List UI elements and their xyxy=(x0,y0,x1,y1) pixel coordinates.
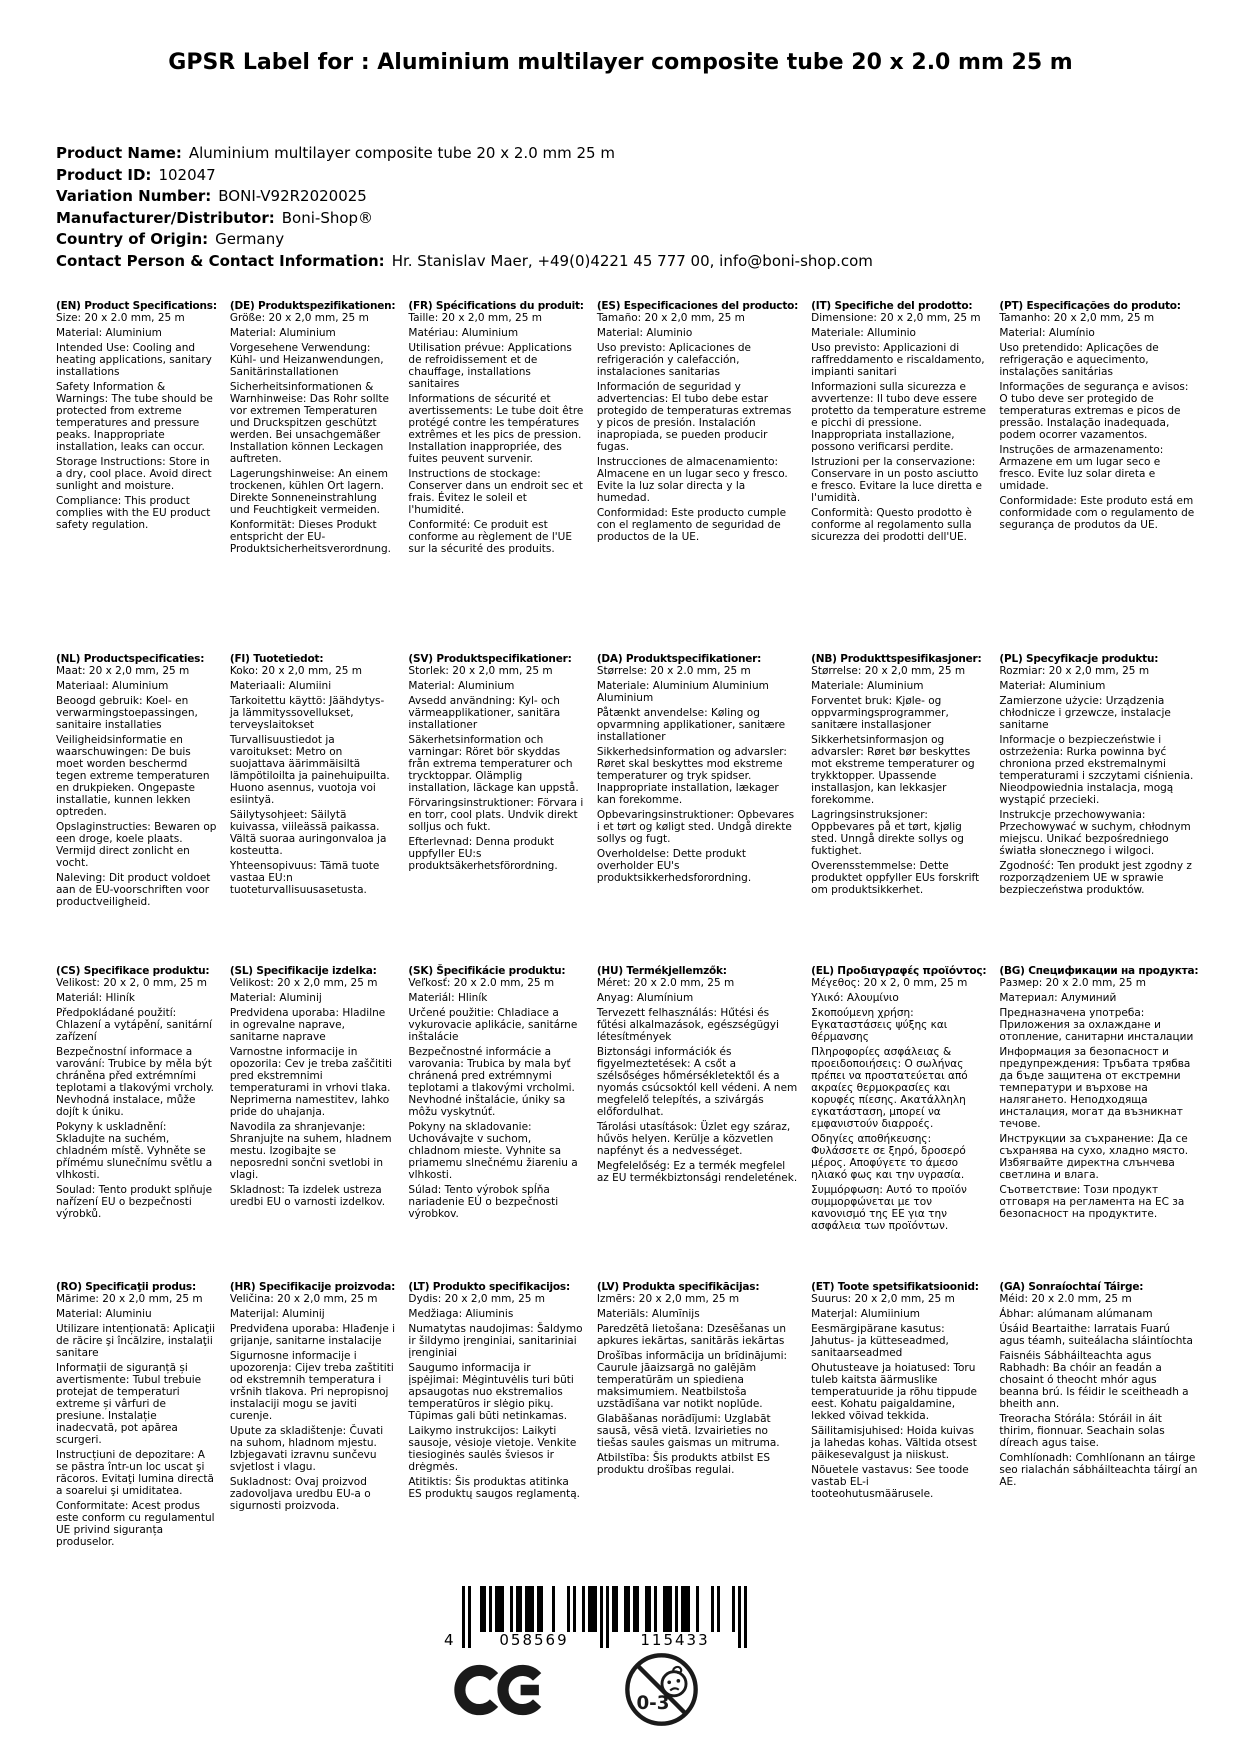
spec-paragraph: Compliance: This product complies with the EU product safety regulation. xyxy=(56,495,211,531)
spec-paragraph: Instrucciones de almacenamiento: Almacene en un lugar seco y fresco. Evite la luz solar directa y la humedad. xyxy=(596,456,788,504)
spec-paragraph: Materiaal: Aluminium xyxy=(56,680,169,692)
barcode-bar xyxy=(744,1586,747,1648)
spec-paragraph: Materjal: Alumiinium xyxy=(811,1308,920,1320)
spec-paragraph: Tamaño: 20 x 2,0 mm, 25 m xyxy=(596,312,745,324)
info-value: Aluminium multilayer composite tube 20 x 2.0 mm 25 m xyxy=(188,144,615,162)
barcode-bar xyxy=(624,1586,630,1632)
spec-paragraph: Materiāls: Alumīnijs xyxy=(596,1308,700,1320)
spec-paragraph: Materiale: Alluminio xyxy=(811,327,916,339)
spec-paragraph: Υλικό: Αλουμίνιο xyxy=(811,992,899,1004)
spec-paragraph: Pokyny k uskladnění: Skladujte na suchém, chladném místě. Vyhněte se přímému slunečnímu světlu a vlhkosti. xyxy=(56,1121,213,1181)
spec-paragraph: Material: Aluminium xyxy=(229,327,336,339)
spec-paragraph: Opbevaringsinstruktioner: Opbevares i et tørt og køligt sted. Undgå direkte sollys og fugt. xyxy=(596,809,795,845)
barcode-bar xyxy=(612,1586,618,1632)
spec-paragraph: Mărime: 20 x 2,0 mm, 25 m xyxy=(56,1293,203,1305)
product-info-row xyxy=(56,186,873,208)
spec-paragraph: Veľkosť: 20 x 2.0 mm, 25 m xyxy=(408,977,555,989)
spec-paragraph: Materijal: Aluminij xyxy=(229,1308,325,1320)
spec-paragraph: Informacje o bezpieczeństwie i ostrzeżenia: Rurka powinna być chroniona przed ekstremalnymi temperaturami i szczytami ciśnienia. Nieodpowiednia instalacja, mogą wystąpić przecieki. xyxy=(999,734,1194,806)
spec-paragraph: Sikkerhetsinformasjon og advarsler: Røret bør beskyttes mot ekstreme temperaturer og trykktopper. Upassende installasjon, kan lekkasjer forekomme. xyxy=(811,734,975,806)
spec-heading: (IT) Specifiche del prodotto: xyxy=(811,300,973,312)
spec-paragraph: Materiał: Aluminium xyxy=(999,680,1106,692)
spec-paragraph: Materiale: Aluminium Aluminium Aluminium xyxy=(596,680,769,704)
spec-paragraph: Tarkoitettu käyttö: Jäähdytys- ja lämmityssovellukset, terveyslaitokset xyxy=(229,695,385,731)
spec-paragraph: Eesmärgipärane kasutus: Jahutus- ja kütteseadmed, sanitaarseadmed xyxy=(811,1323,949,1359)
info-label: Variation Number: xyxy=(56,187,212,206)
spec-paragraph: Overensstemmelse: Dette produktet oppfyller EUs forskrift om produktsikkerhet. xyxy=(811,860,980,896)
info-value: BONI-V92R2020025 xyxy=(218,187,367,206)
spec-heading: (FR) Spécifications du produit: xyxy=(408,300,584,312)
spec-paragraph: Tárolási utasítások: Üzlet egy száraz, hűvös helyen. Kerülje a közvetlen napfényt és a nedvességet. xyxy=(596,1121,791,1157)
barcode-bar xyxy=(681,1586,690,1632)
spec-heading: (GA) Sonraíochtaí Táirge: xyxy=(999,1281,1144,1293)
info-label: Contact Person & Contact Information: xyxy=(56,251,385,270)
spec-paragraph: Pokyny na skladovanie: Uchovávajte v suchom, chladnom mieste. Vyhnite sa priamemu slnečnému žiareniu a vlhkosti. xyxy=(408,1121,578,1181)
spec-paragraph: Dimensione: 20 x 2,0 mm, 25 m xyxy=(811,312,981,324)
spec-paragraph: Glabāšanas norādījumi: Uzglabāt sausā, vēsā vietā. Izvairieties no tiešas saules gaismas un mitruma. xyxy=(596,1413,780,1449)
spec-heading: (HR) Specifikacije proizvoda: xyxy=(229,1281,396,1293)
barcode-bar xyxy=(495,1586,504,1632)
info-value: 102047 xyxy=(158,165,216,184)
spec-paragraph: Sigurnosne informacije i upozorenja: Cijev treba zaštititi od ekstremnih temperatura i vršnih tlakova. Pri nepropisnoj instalaciji mogu se javiti curenje. xyxy=(229,1350,394,1422)
spec-paragraph: Tervezett felhasználás: Hűtési és fűtési alkalmazások, egészségügyi létesítmények xyxy=(596,1007,779,1043)
page-title: GPSR Label for : Aluminium multilayer composite tube 20 x 2.0 mm 25 m xyxy=(168,50,1073,75)
spec-paragraph: Lagerungshinweise: An einem trockenen, kühlen Ort lagern. Direkte Sonneneinstrahlung und Feuchtigkeit vermeiden. xyxy=(229,468,388,516)
spec-paragraph: Размер: 20 x 2.0 mm, 25 m xyxy=(999,977,1146,989)
spec-paragraph: Úsáid Beartaithe: Iarratais Fuarú agus téamh, suiteálacha sláintíochta xyxy=(999,1323,1193,1347)
spec-paragraph: Konformität: Dieses Produkt entspricht der EU-Produktsicherheitsverordnung. xyxy=(229,519,392,555)
spec-paragraph: Säilytysohjeet: Säilytä kuivassa, viileässä paikassa. Vältä suoraa auringonvaloa ja kosteutta. xyxy=(229,809,387,857)
spec-paragraph: Turvallisuustiedot ja varoitukset: Metro on suojattava äärimmäisiltä lämpötiloilta ja painehuipuilta. Huono asennus, vuotoja voi esiintyä. xyxy=(229,734,390,806)
spec-paragraph: Информация за безопасност и предупреждения: Тръбата трябва да бъде защитена от екстремни температури и върхове на налягането. Неподходяща инсталация, могат да възникнат течове. xyxy=(999,1046,1191,1130)
spec-paragraph: Bezpečnostné informácie a varovania: Trubica by mala byť chránená pred extrémnymi teplotami a tlakovými vrcholmi. Nevhodné inštalácie, úniky sa môžu vyskytnúť. xyxy=(408,1046,575,1118)
spec-paragraph: Istruzioni per la conservazione: Conservare in un posto asciutto e fresco. Evitare la luce diretta e l'umidità. xyxy=(811,456,982,504)
barcode-bar xyxy=(537,1586,543,1632)
spec-paragraph: Предназначена употреба: Приложения за охлаждане и отопление, санитарни инсталации xyxy=(999,1007,1194,1043)
spec-paragraph: Efterlevnad: Denna produkt uppfyller EU:s produktsäkerhetsförordning. xyxy=(408,836,558,872)
spec-paragraph: Taille: 20 x 2,0 mm, 25 m xyxy=(408,312,542,324)
spec-paragraph: Materiál: Hliník xyxy=(56,992,135,1004)
spec-block-sl xyxy=(230,965,396,1281)
spec-paragraph: Soulad: Tento produkt splňuje nařízení EU o bezpečnosti výrobků. xyxy=(56,1184,213,1220)
spec-paragraph: Nõuetele vastavus: See toode vastab EL-i tooteohutusmäärusele. xyxy=(811,1464,969,1500)
spec-paragraph: Varnostne informacije in opozorila: Cev je treba zaščititi pred ekstremnimi temperaturami in vrhovi tlaka. Neprimerna namestitev, lahko pride do uhajanja. xyxy=(229,1046,393,1118)
spec-paragraph: Súlad: Tento výrobok spĺňa nariadenie EÚ o bezpečnosti výrobkov. xyxy=(408,1184,559,1220)
spec-paragraph: Conformidade: Este produto está em conformidade com o regulamento de segurança de produtos da UE. xyxy=(999,495,1195,531)
spec-block-el xyxy=(811,965,986,1281)
spec-paragraph: Instruções de armazenamento: Armazene em um lugar seco e fresco. Evite luz solar direta e umidade. xyxy=(999,444,1164,492)
barcode-bar xyxy=(696,1586,699,1632)
spec-heading: (DA) Produktspecifikationer: xyxy=(596,653,762,665)
spec-paragraph: Safety Information & Warnings: The tube should be protected from extreme temperatures and pressure peaks. Inappropriate installation, leaks can occur. xyxy=(56,381,213,453)
spec-paragraph: Beoogd gebruik: Koel- en verwarmingstoepassingen, sanitaire installaties xyxy=(56,695,198,731)
spec-paragraph: Megfelelőség: Ez a termék megfelel az EU termékbiztonsági rendeletének. xyxy=(596,1160,798,1184)
barcode-digits-right: 115433 xyxy=(640,1631,710,1649)
spec-paragraph: Instrucțiuni de depozitare: A se păstra într-un loc uscat şi răcoros. Evitaţi lumina directă a soarelui şi umiditatea. xyxy=(56,1449,214,1497)
spec-paragraph: Conformità: Questo prodotto è conforme al regolamento sulla sicurezza dei prodotti dell'UE. xyxy=(811,507,972,543)
spec-paragraph: Paredzētā lietošana: Dzesēšanas un apkures iekārtas, sanitārās iekārtas xyxy=(596,1323,786,1347)
spec-block-de xyxy=(230,300,396,653)
barcode-bar xyxy=(480,1586,486,1632)
spec-paragraph: Storlek: 20 x 2,0 mm, 25 m xyxy=(408,665,553,677)
spec-heading: (NB) Produkttspesifikasjoner: xyxy=(811,653,982,665)
spec-paragraph: Größe: 20 x 2,0 mm, 25 m xyxy=(229,312,369,324)
spec-paragraph: Numatytas naudojimas: Šaldymo ir šildymo įrenginiai, sanitariniai įrenginiai xyxy=(408,1323,583,1359)
spec-paragraph: Atitiktis: Šis produktas atitinka ES produktų saugos reglamentą. xyxy=(408,1476,580,1500)
spec-heading: (ET) Toote spetsifikatsioonid: xyxy=(811,1281,979,1293)
spec-block-lt xyxy=(408,1281,583,1548)
spec-heading: (PL) Specyfikacje produktu: xyxy=(999,653,1159,665)
spec-paragraph: Velikost: 20 x 2, 0 mm, 25 m xyxy=(56,977,207,989)
spec-paragraph: Opslaginstructies: Bewaren op een droge, koele plaats. Vermijd direct zonlicht en vocht. xyxy=(56,821,217,869)
spec-paragraph: Sikkerhedsinformation og advarsler: Røret skal beskyttes mod ekstreme temperaturer og tryk spidser. Inappropriate installation, lækager kan forekomme. xyxy=(596,746,787,806)
spec-block-it xyxy=(811,300,986,653)
spec-paragraph: Sukladnost: Ovaj proizvod zadovoljava uredbu EU-a o sigurnosti proizvoda. xyxy=(229,1476,371,1512)
spec-heading: (DE) Produktspezifikationen: xyxy=(229,300,396,312)
barcode-bar xyxy=(516,1586,522,1632)
barcode-bar xyxy=(711,1586,714,1632)
info-value: Hr. Stanislav Maer, +49(0)4221 45 777 00, info@boni-shop.com xyxy=(391,251,873,270)
spec-paragraph: Upute za skladištenje: Čuvati na suhom, hladnom mjestu. Izbjegavati izravnu sunčevu svjetlost i vlagu. xyxy=(229,1425,384,1473)
spec-paragraph: Säilitamisjuhised: Hoida kuivas ja lahedas kohas. Vältida otsest päikesevalgust ja niiskust. xyxy=(811,1425,977,1461)
spec-paragraph: Συμμόρφωση: Αυτό το προϊόν συμμορφώνεται με τον κανονισμό της ΕΕ για την ασφάλεια των προϊόντων. xyxy=(811,1184,967,1232)
spec-paragraph: Conformidad: Este producto cumple con el reglamento de seguridad de productos de la UE. xyxy=(596,507,787,543)
barcode-bar xyxy=(606,1586,609,1648)
barcode-bar xyxy=(462,1586,465,1648)
spec-block-en xyxy=(56,300,217,653)
spec-paragraph: Material: Aluminij xyxy=(229,992,322,1004)
spec-heading: (CS) Specifikace produktu: xyxy=(56,965,210,977)
info-value: Germany xyxy=(215,230,285,249)
spec-paragraph: Matériau: Aluminium xyxy=(408,327,519,339)
spec-heading: (LT) Produkto specifikacijos: xyxy=(408,1281,570,1293)
spec-paragraph: Storage Instructions: Store in a dry, cool place. Avoid direct sunlight and moisture. xyxy=(56,456,212,492)
spec-paragraph: Anyag: Alumínium xyxy=(596,992,694,1004)
spec-block-nb xyxy=(811,653,986,965)
spec-block-sv xyxy=(408,653,583,965)
info-label: Manufacturer/Distributor: xyxy=(56,208,275,227)
spec-block-fi xyxy=(230,653,396,965)
spec-paragraph: Zamierzone użycie: Urządzenia chłodnicze i grzewcze, instalacje sanitarne xyxy=(999,695,1171,731)
barcode-bar xyxy=(633,1586,639,1632)
spec-paragraph: Zgodność: Ten produkt jest zgodny z rozporządzeniem UE w sprawie bezpieczeństwa produktów. xyxy=(999,860,1192,896)
barcode-digits-left: 058569 xyxy=(499,1631,569,1649)
info-label: Product Name: xyxy=(56,144,182,162)
spec-paragraph: Säkerhetsinformation och varningar: Röret bör skyddas från extrema temperaturer och trycktoppar. Olämplig installation, läckage kan uppstå. xyxy=(408,734,579,794)
spec-paragraph: Lagringsinstruksjoner: Oppbevares på et tørt, kjølig sted. Unngå direkte sollys og fuktighet. xyxy=(811,809,964,857)
spec-paragraph: Velikost: 20 x 2,0 mm, 25 m xyxy=(229,977,378,989)
spec-paragraph: Förvaringsinstruktioner: Förvara i en torr, cool plats. Undvik direkt solljus och fukt. xyxy=(408,797,584,833)
spec-block-ro xyxy=(56,1281,217,1548)
spec-paragraph: Ohutusteave ja hoiatused: Toru tuleb kaitsta äärmuslike temperatuuride ja rõhu tippude eest. Kohatu paigaldamine, lekked võivad tekkida. xyxy=(811,1362,977,1422)
barcode-bar xyxy=(567,1586,570,1632)
spec-paragraph: Vorgesehene Verwendung: Kühl- und Heizanwendungen, Sanitärinstallationen xyxy=(229,342,384,378)
spec-block-es xyxy=(597,300,798,653)
spec-paragraph: Předpokládané použití: Chlazení a vytápění, sanitární zařízení xyxy=(56,1007,213,1043)
spec-heading: (SL) Specifikacije izdelka: xyxy=(229,965,377,977)
spec-paragraph: Yhteensopivuus: Tämä tuote vastaa EU:n tuoteturvallisuusasetusta. xyxy=(229,860,380,896)
spec-paragraph: Material: Aluminium xyxy=(408,680,515,692)
spec-block-fr xyxy=(408,300,583,653)
spec-paragraph: Material: Aluminiu xyxy=(56,1308,152,1320)
spec-heading: (EL) Προδιαγραφές προϊόντος: xyxy=(811,965,987,977)
spec-paragraph: Conformité: Ce produit est conforme au règlement de l'UE sur la sécurité des produits. xyxy=(408,519,572,555)
spec-paragraph: Veličina: 20 x 2,0 mm, 25 m xyxy=(229,1293,378,1305)
spec-paragraph: Uso pretendido: Aplicações de refrigeração e aquecimento, instalações sanitárias xyxy=(999,342,1159,378)
spec-paragraph: Πληροφορίες ασφάλειας & προειδοποιήσεις: Ο σωλήνας πρέπει να προστατεύεται από ακραίες θερμοκρασίες και κορυφές πίεσης. Ακατάλληλη εγκατάσταση, μπορεί να εμφανιστούν διαρροές. xyxy=(811,1046,968,1130)
barcode-bar xyxy=(732,1586,735,1632)
spec-block-sk xyxy=(408,965,583,1281)
spec-paragraph: Informații de siguranță și avertismente: Tubul trebuie protejat de temperaturi extreme și vârfuri de presiune. Instalație inadecvată, pot apărea scurgeri. xyxy=(56,1362,202,1446)
spec-block-hu xyxy=(597,965,798,1281)
spec-paragraph: Informations de sécurité et avertissements: Le tube doit être protégé contre les températures extrêmes et les pics de pression. Installation inappropriée, des fuites peuvent survenir. xyxy=(408,393,584,465)
spec-block-pl xyxy=(999,653,1198,965)
product-info-row xyxy=(56,208,873,230)
spec-paragraph: Material: Aluminio xyxy=(596,327,693,339)
spec-paragraph: Drošības informācija un brīdinājumi: Caurule jāaizsargā no galējām temperatūrām un spiediena maksimumiem. Neatbilstoša uzstādīšana var notikt noplūde. xyxy=(596,1350,788,1410)
spec-paragraph: Predviđena uporaba: Hlađenje i grijanje, sanitarne instalacije xyxy=(229,1323,396,1347)
spec-block-et xyxy=(811,1281,986,1548)
spec-paragraph: Méret: 20 x 2.0 mm, 25 m xyxy=(596,977,735,989)
spec-paragraph: Určené použitie: Chladiace a vykurovacie aplikácie, sanitárne inštalácie xyxy=(408,1007,578,1043)
barcode-bar xyxy=(582,1586,585,1632)
info-label: Country of Origin: xyxy=(56,230,209,249)
spec-block-cs xyxy=(56,965,217,1281)
spec-paragraph: Uso previsto: Aplicaciones de refrigeración y calefacción, instalaciones sanitarias xyxy=(596,342,752,378)
spec-block-ga xyxy=(999,1281,1198,1548)
spec-paragraph: Laikymo instrukcijos: Laikyti sausoje, vėsioje vietoje. Venkite tiesioginės saulės šviesos ir drėgmės. xyxy=(408,1425,577,1473)
product-info-row xyxy=(56,251,873,273)
spec-paragraph: Størrelse: 20 x 2,0 mm, 25 m xyxy=(811,665,966,677)
spec-heading: (NL) Productspecificaties: xyxy=(56,653,205,665)
spec-paragraph: Treoracha Stórála: Stóráil in áit thirim, fionnuar. Seachain solas díreach agus taise. xyxy=(999,1413,1165,1449)
barcode-bar xyxy=(738,1586,741,1648)
spec-heading: (LV) Produkta specifikācijas: xyxy=(596,1281,760,1293)
spec-paragraph: Материал: Алуминий xyxy=(999,992,1117,1004)
spec-paragraph: Utilizare intenționată: Aplicaţii de răcire şi încălzire, instalaţii sanitare xyxy=(56,1323,216,1359)
spec-paragraph: Instructions de stockage: Conserver dans un endroit sec et frais. Évitez le soleil et l'humidité. xyxy=(408,468,583,516)
spec-paragraph: Οδηγίες αποθήκευσης: Φυλάσσετε σε ξηρό, δροσερό μέρος. Αποφύγετε το άμεσο ηλιακό φως και την υγρασία. xyxy=(811,1133,966,1181)
spec-paragraph: Uso previsto: Applicazioni di raffreddamento e riscaldamento, impianti sanitari xyxy=(811,342,985,378)
spec-paragraph: Utilisation prévue: Applications de refroidissement et de chauffage, installations sanitaires xyxy=(408,342,572,390)
spec-paragraph: Maat: 20 x 2,0 mm, 25 m xyxy=(56,665,190,677)
age-warning-text: 0-3 xyxy=(636,1692,670,1714)
spec-paragraph: Påtænkt anvendelse: Køling og opvarmning applikationer, sanitære installationer xyxy=(596,707,786,743)
product-info xyxy=(56,143,873,273)
barcode-bar xyxy=(525,1586,534,1632)
spec-paragraph: Størrelse: 20 x 2.0 mm, 25 m xyxy=(596,665,751,677)
barcode-bar xyxy=(600,1586,603,1648)
spec-paragraph: Suurus: 20 x 2,0 mm, 25 m xyxy=(811,1293,955,1305)
spec-paragraph: Tamanho: 20 x 2,0 mm, 25 m xyxy=(999,312,1155,324)
info-value: Boni-Shop® xyxy=(281,208,374,227)
barcode-bar xyxy=(654,1586,657,1632)
spec-paragraph: Materiál: Hliník xyxy=(408,992,488,1004)
spec-paragraph: Naleving: Dit product voldoet aan de EU-voorschriften voor productveiligheid. xyxy=(56,872,211,908)
spec-paragraph: Atbilstība: Šis produkts atbilst ES produktu drošības regulai. xyxy=(596,1452,771,1476)
spec-heading: (ES) Especificaciones del producto: xyxy=(596,300,799,312)
barcode-bar xyxy=(588,1586,597,1632)
spec-paragraph: Faisnéis Sábháilteachta agus Rabhadh: Ba chóir an feadán a chosaint ó theocht mhór agus beanna brú. Is féidir le sceitheadh a bheith ann. xyxy=(999,1350,1189,1410)
barcode-bar xyxy=(489,1586,492,1632)
spec-paragraph: Predvidena uporaba: Hladilne in ogrevalne naprave, sanitarne naprave xyxy=(229,1007,386,1043)
spec-paragraph: Medžiaga: Aliuminis xyxy=(408,1308,514,1320)
spec-paragraph: Σκοπούμενη χρήση: Εγκαταστάσεις ψύξης και θέρμανσης xyxy=(811,1007,948,1043)
spec-paragraph: Intended Use: Cooling and heating applications, sanitary installations xyxy=(56,342,212,378)
spec-paragraph: Overholdelse: Dette produkt overholder EU's produktsikkerhedsforordning. xyxy=(596,848,752,884)
spec-paragraph: Informazioni sulla sicurezza e avvertenze: Il tubo deve essere protetto da temperature estreme e picchi di pressione. Inappropriata installazione, possono verificarsi perdite. xyxy=(811,381,986,453)
spec-paragraph: Avsedd användning: Kyl- och värmeapplikationer, sanitära installationer xyxy=(408,695,561,731)
spec-paragraph: Materiale: Aluminium xyxy=(811,680,924,692)
barcode xyxy=(444,1586,750,1652)
info-label: Product ID: xyxy=(56,165,152,184)
spec-paragraph: Informações de segurança e avisos: O tubo deve ser protegido de temperaturas extremas e picos de pressão. Instalação inadequada, podem ocorrer vazamentos. xyxy=(999,381,1189,441)
spec-paragraph: Biztonsági információk és figyelmeztetések: A csőt a szélsőséges hőmérsékletektől és a nyomás csúcsoktól kell védeni. A nem megfelelő telepítés, a szivárgás előfordulhat. xyxy=(596,1046,798,1118)
spec-heading: (BG) Спецификации на продукта: xyxy=(999,965,1199,977)
barcode-bar xyxy=(573,1586,576,1632)
spec-heading: (PT) Especificações do produto: xyxy=(999,300,1181,312)
spec-paragraph: Size: 20 x 2.0 mm, 25 m xyxy=(56,312,185,324)
spec-block-lv xyxy=(597,1281,798,1548)
spec-paragraph: Bezpečnostní informace a varování: Trubice by měla být chráněna před extrémními teplotami a tlakovými vrcholy. Nevhodná instalace, může dojít k úniku. xyxy=(56,1046,215,1118)
spec-paragraph: Sicherheitsinformationen & Warnhinweise: Das Rohr sollte vor extremen Temperaturen und Druckspitzen geschützt werden. Bei unsachgemäßer Installation können Leckagen auftreten. xyxy=(229,381,389,465)
spec-paragraph: Navodila za shranjevanje: Shranjujte na suhem, hladnem mestu. Izogibajte se neposredni sončni svetlobi in vlagi. xyxy=(229,1121,392,1181)
spec-block-pt xyxy=(999,300,1198,653)
spec-paragraph: Rozmiar: 20 x 2,0 mm, 25 m xyxy=(999,665,1150,677)
spec-paragraph: Μέγεθος: 20 x 2, 0 mm, 25 m xyxy=(811,977,968,989)
spec-paragraph: Material: Alumínio xyxy=(999,327,1095,339)
spec-block-nl xyxy=(56,653,217,965)
spec-block-hr xyxy=(230,1281,396,1548)
spec-paragraph: Инструкции за съхранение: Да се съхранява на сухо, хладно място. Избягвайте директна слънчева светлина и влага. xyxy=(999,1133,1189,1181)
barcode-bar xyxy=(663,1586,672,1632)
product-info-row xyxy=(56,229,873,251)
spec-paragraph: Koko: 20 x 2,0 mm, 25 m xyxy=(229,665,362,677)
spec-paragraph: Información de seguridad y advertencias: El tubo debe estar protegido de temperaturas extremas y picos de presión. Instalación inapropiada, se pueden producir fugas. xyxy=(596,381,792,453)
spec-paragraph: Instrukcje przechowywania: Przechowywać w suchym, chłodnym miejscu. Unikać bezpośredniego światła słonecznego i wilgoci. xyxy=(999,809,1191,857)
barcode-bar xyxy=(552,1586,555,1632)
spec-paragraph: Skladnost: Ta izdelek ustreza uredbi EU o varnosti izdelkov. xyxy=(229,1184,386,1208)
spec-paragraph: Comhlíonadh: Comhlíonann an táirge seo rialachán sábháilteachta táirgí an AE. xyxy=(999,1452,1198,1488)
spec-paragraph: Méid: 20 x 2.0 mm, 25 m xyxy=(999,1293,1132,1305)
ce-mark-icon xyxy=(452,1658,550,1722)
barcode-bar xyxy=(645,1586,651,1632)
spec-paragraph: Ábhar: alúmanam alúmanam xyxy=(999,1308,1153,1320)
spec-heading: (SV) Produktspecifikationer: xyxy=(408,653,572,665)
barcode-digit-lead: 4 xyxy=(444,1631,454,1649)
spec-paragraph: Izmērs: 20 x 2,0 mm, 25 m xyxy=(596,1293,740,1305)
spec-heading: (SK) Špecifikácie produktu: xyxy=(408,965,566,977)
age-warning-0-3-icon xyxy=(623,1651,700,1728)
spec-paragraph: Material: Aluminium xyxy=(56,327,162,339)
spec-heading: (EN) Product Specifications: xyxy=(56,300,217,312)
barcode-bar xyxy=(717,1586,720,1632)
spec-paragraph: Saugumo informacija ir įspėjimai: Mėgintuvėlis turi būti apsaugotas nuo ekstremalios temperatūros ir slėgio pikų. Tūpimas gali būti netinkamas. xyxy=(408,1362,574,1422)
spec-block-da xyxy=(597,653,798,965)
spec-paragraph: Conformitate: Acest produs este conform cu regulamentul UE privind siguranța produselor. xyxy=(56,1500,215,1548)
product-info-row xyxy=(56,143,873,165)
product-info-row xyxy=(56,165,873,187)
specs-grid xyxy=(56,300,1199,1548)
spec-block-bg xyxy=(999,965,1198,1281)
spec-paragraph: Materiaali: Alumiini xyxy=(229,680,332,692)
spec-heading: (HU) Termékjellemzők: xyxy=(596,965,727,977)
spec-paragraph: Forventet bruk: Kjøle- og oppvarmingsprogrammer, sanitære installasjoner xyxy=(811,695,949,731)
barcode-bar xyxy=(510,1586,513,1632)
spec-paragraph: Съответствие: Този продукт отговаря на регламента на ЕС за безопасност на продуктите. xyxy=(999,1184,1185,1220)
spec-paragraph: Dydis: 20 x 2,0 mm, 25 m xyxy=(408,1293,545,1305)
spec-heading: (FI) Tuotetiedot: xyxy=(229,653,324,665)
barcode-bar xyxy=(675,1586,678,1632)
spec-heading: (RO) Specificaţii produs: xyxy=(56,1281,196,1293)
spec-paragraph: Veiligheidsinformatie en waarschuwingen: De buis moet worden beschermd tegen extreme temperaturen en drukpieken. Ongepaste installatie, kunnen lekken optreden. xyxy=(56,734,210,818)
